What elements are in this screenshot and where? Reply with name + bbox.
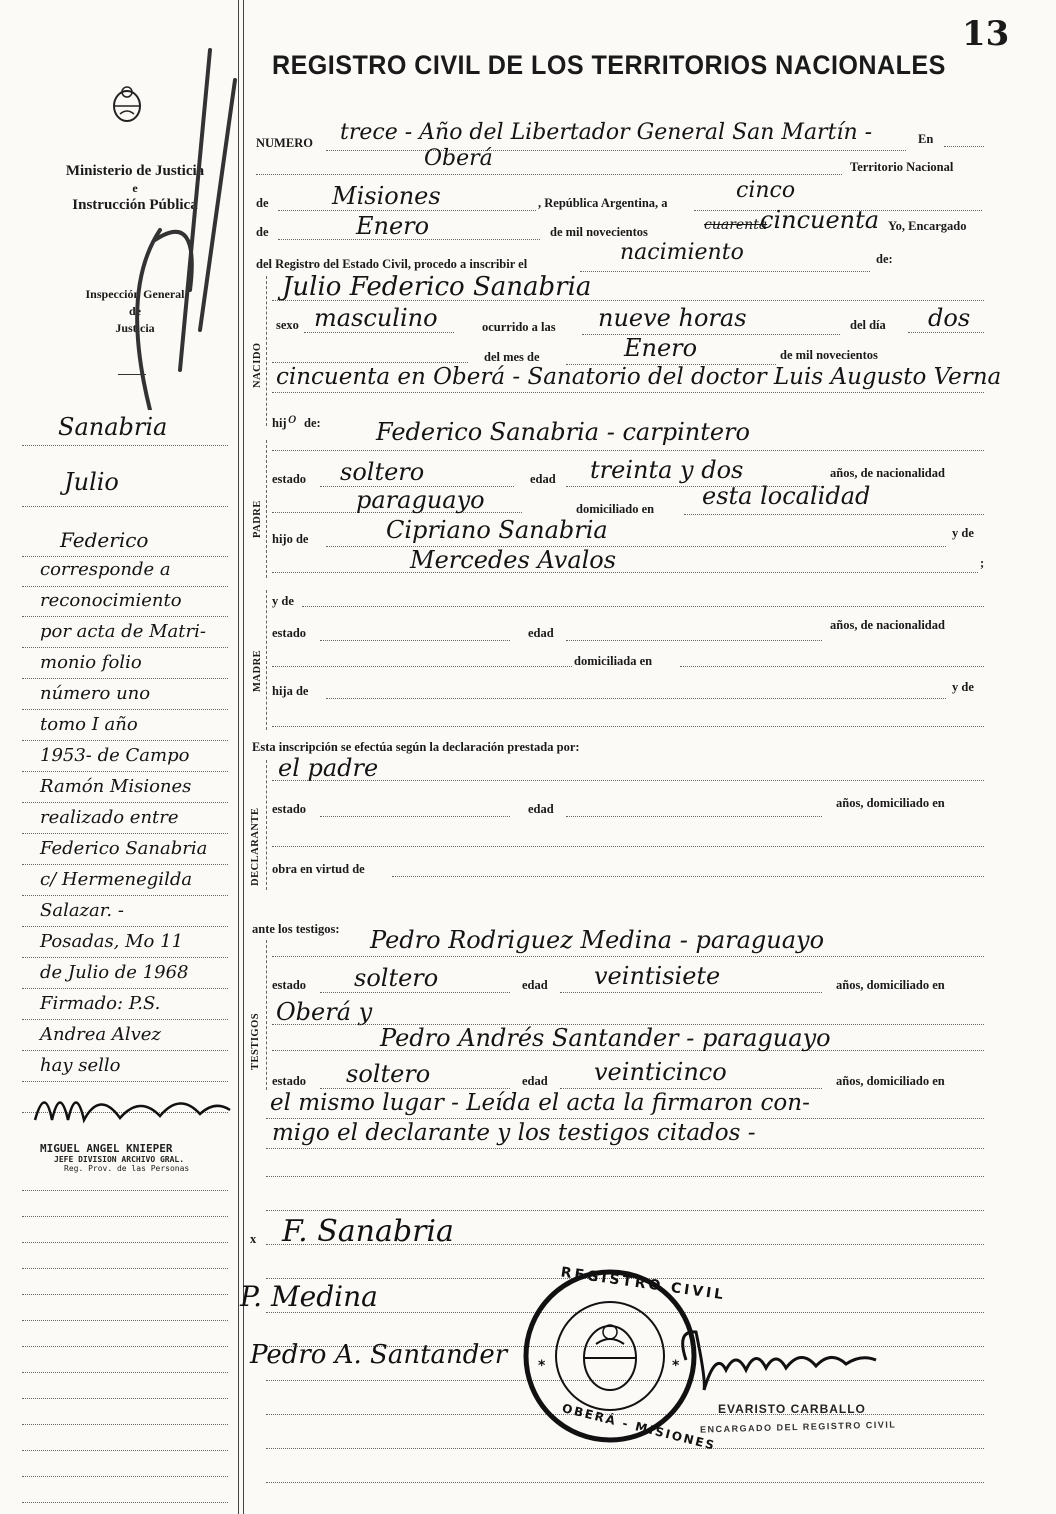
margin-signature-scribble [30,1080,235,1135]
hw-mes: Enero [624,334,698,362]
hw-padre-nac: paraguayo [356,486,485,514]
svg-text:*: * [672,1358,680,1374]
margin-line: Posadas, Mo 11 [40,931,184,952]
section-testigos: TESTIGOS [250,1012,261,1070]
label-decl-dom: años, domiciliado en [836,796,945,810]
hw-testigo1: Pedro Rodriguez Medina - paraguayo [370,926,825,954]
label-republica: , República Argentina, a [538,196,668,210]
hw-t2-edad: veinticinco [594,1058,727,1086]
label-numero: NUMERO [256,136,313,150]
hw-dia-inscripcion: cinco [736,178,796,203]
section-declarante: DECLARANTE [250,807,261,886]
hw-declarante: el padre [278,754,379,782]
hw-testigo2: Pedro Andrés Santander - paraguayo [380,1024,831,1052]
label-madre-y-de-2: y de [952,680,974,694]
hw-dia: dos [928,304,971,332]
label-t1-dom: años, domiciliado en [836,978,945,992]
margin-line: Ramón Misiones [40,776,192,797]
label-madre-dom: domiciliada en [574,654,653,668]
label-t1-edad: edad [522,978,548,992]
label-yo: Yo, Encargado [888,219,967,233]
margin-line: número uno [40,683,151,704]
label-del-mes: del mes de [484,350,540,364]
label-de-mil: de mil novecientos [780,348,878,362]
margin-flourish [60,30,250,415]
label-t2-estado: estado [272,1074,307,1088]
margin-line: Firmado: P.S. [40,993,161,1014]
label-padre-edad: edad [530,472,556,486]
label-madre-hija-de: hija de [272,684,309,698]
label-t2-dom: años, domiciliado en [836,1074,945,1088]
inspection-line1: Inspección General [85,287,185,301]
stamp-office: Reg. Prov. de las Personas [64,1164,190,1173]
ministry-line2: e [132,181,138,195]
ministry-line3: Instrucción Pública [72,197,198,213]
label-t2-edad: edad [522,1074,548,1088]
hw-sexo: masculino [314,304,438,332]
inspection-line3: Justicia [115,321,155,335]
stamp-title: JEFE DIVISION ARCHIVO GRAL. [54,1155,185,1164]
hw-padre-hijo-de: Cipriano Sanabria [386,516,608,544]
label-decl-edad: edad [528,802,554,816]
hw-padre-estado: soltero [340,458,425,486]
hw-padre-dom: esta localidad [702,482,871,510]
signature-2: P. Medina [240,1280,378,1313]
label-de-1: de [256,196,269,210]
page-number: 13 [962,14,1010,54]
label-x: x [250,1232,257,1246]
label-sexo: sexo [276,318,299,332]
label-hij: hij [272,416,287,430]
label-del-dia: del día [850,318,886,332]
label-padre-estado: estado [272,472,307,486]
label-en: En [918,132,934,146]
margin-line: por acta de Matri- [40,621,206,642]
label-t1-estado: estado [272,978,307,992]
hw-t1-dom: Oberá y [276,998,373,1026]
label-padre-y-de: y de [952,526,974,540]
margin-line: tomo I año [40,714,138,735]
label-madre-nac: años, de nacionalidad [830,618,945,632]
hw-mes-inscripcion: Enero [356,212,430,240]
seal-text-bottom: OBERÁ - MISIONES [560,1401,718,1453]
margin-note-lines [40,561,236,1088]
hw-territorio: Misiones [332,182,441,210]
margin-line: c/ Hermenegilda [40,869,193,890]
label-madre-y-de: y de [272,594,294,608]
label-ocurrido: ocurrido a las [482,320,556,334]
hw-hij-o: o [288,411,297,427]
margin-stamp [40,1142,240,1173]
margin-line: reconocimiento [40,590,182,611]
label-mil-nov: de mil novecientos [550,225,648,239]
label-de-colon: de: [876,252,893,266]
svg-text:*: * [538,1358,546,1374]
label-de-2: de [256,225,269,239]
document-title: REGISTRO CIVIL DE LOS TERRITORIOS NACIONALES [272,50,946,80]
label-madre-estado: estado [272,626,307,640]
margin-line: hay sello [40,1055,121,1076]
hw-tipo: nacimiento [620,240,744,265]
margin-line: Federico Sanabria [40,838,208,859]
signature-1: F. Sanabria [282,1214,454,1249]
seal-text-top: REGISTRO CIVIL [559,1264,727,1304]
margin-line: corresponde a [40,559,171,580]
officer-title: ENCARGADO DEL REGISTRO CIVIL [699,1419,897,1435]
margin-line: Salazar. - [40,900,124,921]
hw-anio: cincuenta [760,206,880,234]
label-madre-edad: edad [528,626,554,640]
margin-given2: Federico [60,528,149,552]
signature-3: Pedro A. Santander [250,1340,508,1370]
hw-hora: nueve horas [598,304,747,332]
margin-given1: Julio [64,468,119,496]
hw-en: Oberá [424,146,493,171]
hw-tachado: cuarenta [704,217,768,233]
margin-line: monio folio [40,652,142,673]
officer-signature [676,1320,896,1405]
section-padre: PADRE [252,500,263,538]
margin-line: de Julio de 1968 [40,962,189,983]
hw-nombre: Julio Federico Sanabria [282,272,592,302]
label-padre-hijo-de: hijo de [272,532,309,546]
stamp-name: MIGUEL ANGEL KNIEPER [40,1142,173,1155]
label-padre-nac: años, de nacionalidad [830,466,945,480]
hw-cierre1: el mismo lugar - Leída el acta la firmaron con- [270,1090,810,1116]
inspection-line2: de [129,304,141,318]
hw-padre-edad: treinta y dos [590,456,744,484]
label-ante: ante los testigos: [252,922,340,936]
ministry-line1: Ministerio de Justicia [65,163,205,179]
label-del-registro: del Registro del Estado Civil, procedo a inscribir el [256,257,528,271]
hw-t1-edad: veintisiete [594,962,721,990]
hw-t1-estado: soltero [354,964,439,992]
label-inscripcion: Esta inscripción se efectúa según la declaración prestada por: [252,740,580,754]
margin-line: realizado entre [40,807,179,828]
label-territorio: Territorio Nacional [850,160,954,174]
section-madre: MADRE [252,649,263,692]
hw-padre-y-de: Mercedes Avalos [410,546,617,574]
label-obra: obra en virtud de [272,862,365,876]
section-nacido: NACIDO [252,342,263,388]
officer-name: EVARISTO CARBALLO [718,1402,866,1416]
margin-surname: Sanabria [58,413,168,441]
hw-lugar: cincuenta en Oberá - Sanatorio del doctor Luis Augusto Verna [276,364,1002,390]
margin-line: 1953- de Campo [40,745,190,766]
label-padre-dom: domiciliado en [576,502,655,516]
hw-cierre2: migo el declarante y los testigos citados - [272,1120,756,1146]
hw-padre: Federico Sanabria - carpintero [376,418,750,446]
hw-t2-estado: soltero [346,1060,431,1088]
hw-numero: trece - Año del Libertador General San Martín - [340,120,873,145]
label-semicolon: ; [980,556,985,570]
label-decl-estado: estado [272,802,307,816]
label-hij-de: de: [304,416,321,430]
margin-line: Andrea Alvez [40,1024,161,1045]
